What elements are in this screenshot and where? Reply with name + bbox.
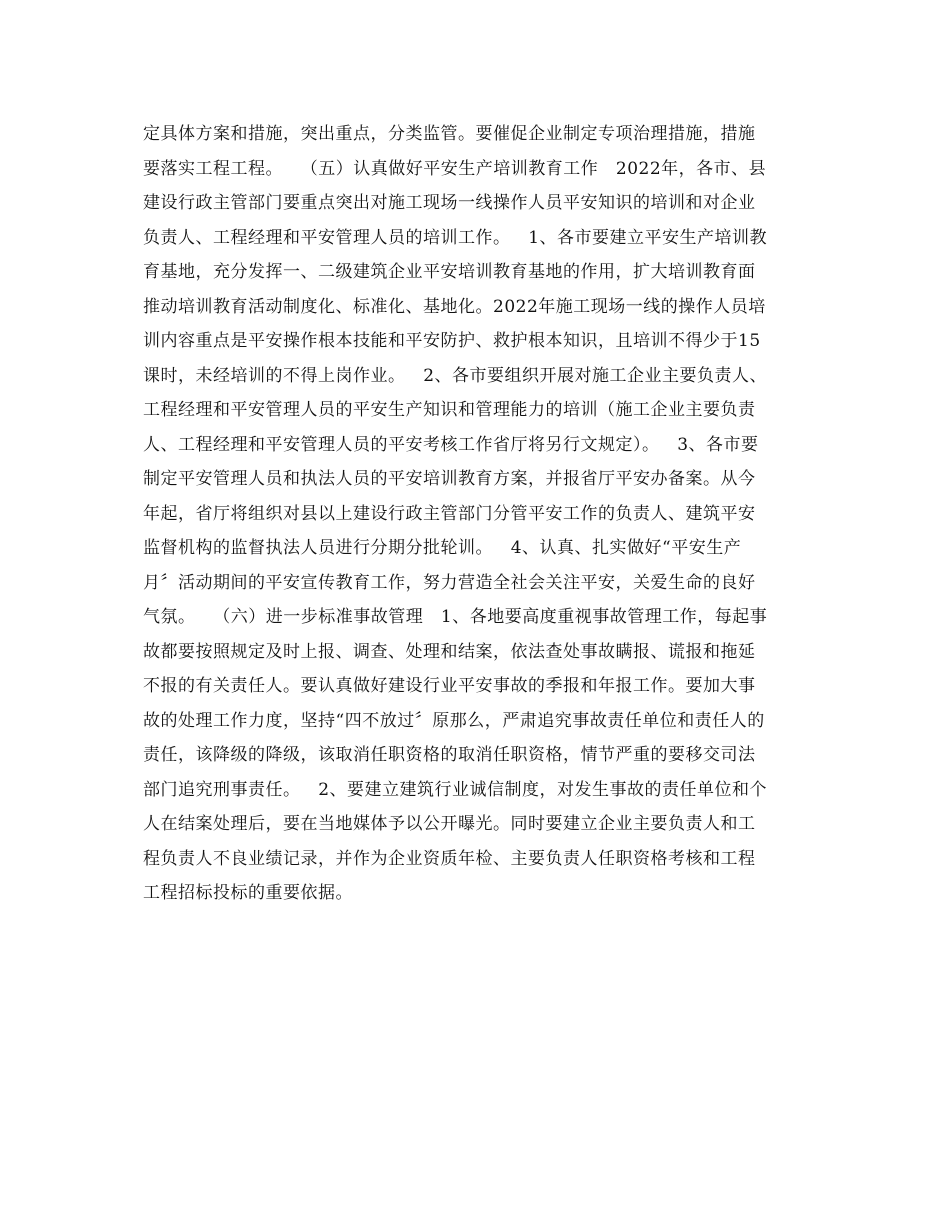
text-line: 部门追究刑事责任。 2、要建立建筑行业诚信制度，对发生事故的责任单位和个 [143, 779, 768, 800]
text-line: 育基地，充分发挥一、二级建筑企业平安培训教育基地的作用，扩大培训教育面 [143, 262, 756, 282]
text-line: 不报的有关责任人。要认真做好建设行业平安事故的季报和年报工作。要加大事 [143, 676, 756, 696]
text-line: 故的处理工作力度，坚持“四不放过〞原那么，严肃追究事故责任单位和责任人的 [143, 710, 765, 731]
text-line: 故都要按照规定及时上报、调查、处理和结案，依法查处事故瞒报、谎报和拖延 [143, 641, 756, 662]
text-line: 工程招标投标的重要依据。 [143, 883, 353, 903]
text-line: 人、工程经理和平安管理人员的平安考核工作省厅将另行文规定）。 3、各市要 [143, 434, 759, 455]
text-line: 工程经理和平安管理人员的平安生产知识和管理能力的培训（施工企业主要负责 [143, 400, 756, 420]
text-line: 建设行政主管部门要重点突出对施工现场一线操作人员平安知识的培训和对企业 [143, 193, 756, 213]
text-line: 气氛。 （六）进一步标准事故管理 1、各地要高度重视事故管理工作，每起事 [143, 607, 768, 627]
text-line: 制定平安管理人员和执法人员的平安培训教育方案，并报省厅平安办备案。从今 [143, 469, 756, 489]
text-line: 推动培训教育活动制度化、标准化、基地化。2022年施工现场一线的操作人员培 [143, 296, 766, 317]
text-line: 要落实工程工程。 （五）认真做好平安生产培训教育工作 2022年，各市、县 [143, 158, 767, 179]
text-line: 年起，省厅将组织对县以上建设行政主管部门分管平安工作的负责人、建筑平安 [143, 503, 756, 524]
body-text [143, 117, 823, 911]
text-line: 责任，该降级的降级，该取消任职资格的取消任职资格，情节严重的要移交司法 [143, 745, 756, 765]
text-line: 定具体方案和措施，突出重点，分类监管。要催促企业制定专项治理措施，措施 [143, 124, 756, 144]
text-line: 课时，未经培训的不得上岗作业。 2、各市要组织开展对施工企业主要负责人、 [143, 365, 768, 386]
text-line: 程负责人不良业绩记录，并作为企业资质年检、主要负责人任职资格考核和工程 [143, 848, 756, 869]
text-line: 训内容重点是平安操作根本技能和平安防护、救护根本知识，且培训不得少于15 [143, 331, 761, 351]
text-line: 人在结案处理后，要在当地媒体予以公开曝光。同时要建立企业主要负责人和工 [143, 814, 756, 834]
text-line: 监督机构的监督执法人员进行分期分批轮训。 4、认真、扎实做好“平安生产 [143, 538, 742, 558]
text-line: 负责人、工程经理和平安管理人员的培训工作。 1、各市要建立平安生产培训教 [143, 227, 768, 248]
text-line: 月〞活动期间的平安宣传教育工作，努力营造全社会关注平安，关爱生命的良好 [143, 572, 756, 593]
